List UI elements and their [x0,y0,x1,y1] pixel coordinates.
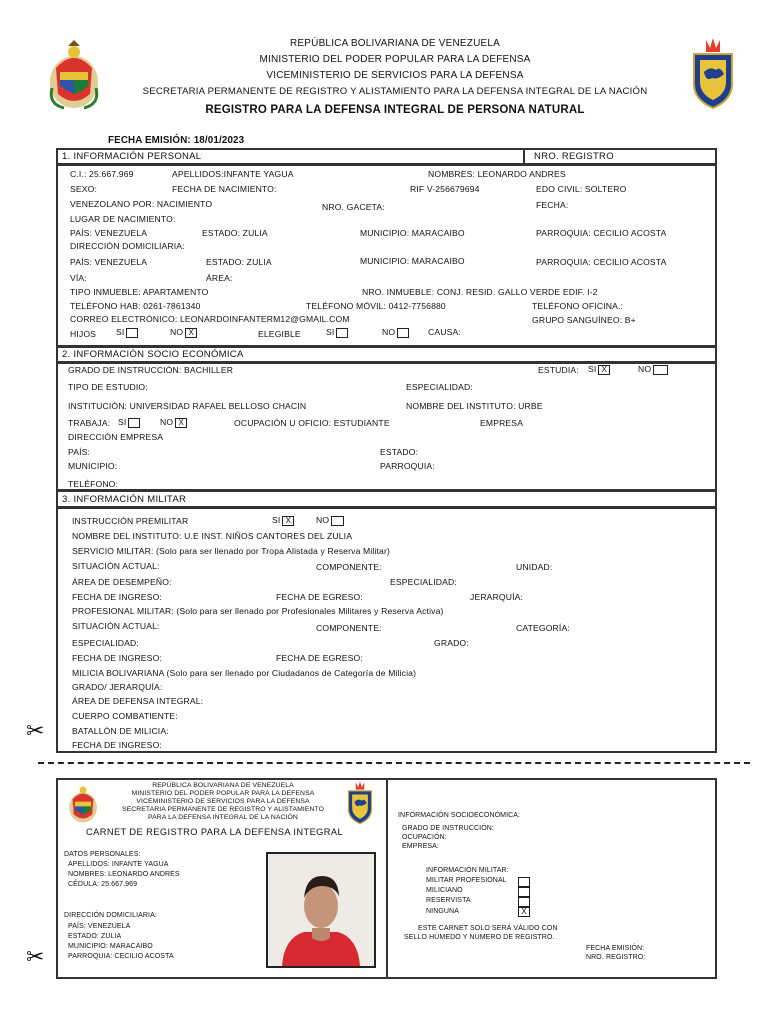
trabaja-si [118,417,140,428]
estudia-label: ESTUDIA: [538,365,579,375]
carnet-valido-1: ESTE CARNET SOLO SERÁ VÁLIDO CON [418,925,558,932]
instruccion-premilitar: INSTRUCCIÓN PREMILITAR [72,516,189,526]
fecha-ingreso-milicia: FECHA DE INGRESO: [72,740,162,750]
grado-jerarquia: GRADO/ JERARQUÍA: [72,682,163,692]
nombre-instituto-militar: NOMBRE DEL INSTITUTO: U.E INST. NIÑOS CANTORES DEL ZULIA [72,531,353,541]
estudia-no-checkbox[interactable] [653,365,668,375]
miliciano-checkbox[interactable] [518,887,530,897]
carnet-ninguna: NINGUNA [426,908,459,915]
carnet-title: CARNET DE REGISTRO PARA LA DEFENSA INTEGRAL [86,827,344,837]
grado: GRADO: [434,638,469,648]
carnet-pais: PAÍS: VENEZUELA [68,923,131,930]
telefono-oficina: TELÉFONO OFICINA.: [532,301,624,311]
coat-of-arms-small-icon [66,782,100,826]
estudia-si [588,364,610,375]
situacion-actual: SITUACIÓN ACTUAL: [72,561,160,571]
tipo-inmueble: TIPO INMUEBLE: APARTAMENTO [70,287,209,297]
especialidad-servicio: ESPECIALIDAD: [390,577,457,587]
militar-profesional-checkbox[interactable] [518,877,530,887]
especialidad: ESPECIALIDAD: [406,382,473,392]
carnet-ocupacion: OCUPACIÓN: [402,834,447,841]
trabaja-si-checkbox[interactable] [128,418,140,428]
empresa-telefono: TELÉFONO: [68,479,119,489]
empresa-parroquia: PARROQUIA: [380,461,435,471]
si-label: SI [272,515,281,525]
tipo-estudio: TIPO DE ESTUDIO: [68,382,148,392]
carnet-cedula: CÉDULA: 25.667.969 [68,881,138,888]
area-desempeno: ÁREA DE DESEMPEÑO: [72,577,172,587]
ci: C.I.: 25.667.969 [70,169,134,179]
situacion-actual-prof: SITUACIÓN ACTUAL: [72,621,160,631]
sexo: SEXO: [70,184,98,194]
carnet-header-1: REPÚBLICA BOLIVARIANA DE VENEZUELA [152,782,294,789]
hijos-label: HIJOS [70,329,97,339]
nro-gaceta: NRO. GACETA: [322,202,385,212]
carnet-reservista: RESERVISTA [426,897,471,904]
carnet-parroquia: PARROQUIA: CECILIO ACOSTA [68,953,174,960]
hijos-si [116,327,138,338]
fecha-ingreso-prof: FECHA DE INGRESO: [72,653,162,663]
profesional-militar: PROFESIONAL MILITAR: (Solo para ser llenado por Profesionales Militares y Reserva Activa) [72,606,444,616]
elegible-no-checkbox[interactable] [397,328,409,338]
grupo-sanguineo: GRUPO SANGUÍNEO: B+ [532,315,636,325]
batallon-milicia: BATALLÓN DE MILICIA: [72,726,169,736]
header-line-4: SECRETARIA PERMANENTE DE REGISTRO Y ALISTAMIENTO PARA LA DEFENSA INTEGRAL DE LA NACIÓN [142,86,648,97]
reservista-checkbox[interactable] [518,897,530,907]
elegible-no [382,327,409,338]
carnet-nro-registro: NRO. REGISTRO: [586,954,646,961]
grado-instruccion: GRADO DE INSTRUCCIÓN: BACHILLER [68,365,234,375]
servicio-militar: SERVICIO MILITAR: (Solo para ser llenado por Tropa Alistada y Reserva Militar) [72,546,391,556]
carnet-nombres: NOMBRES: LEONARDO ANDRES [68,871,180,878]
premilitar-si-checkbox[interactable]: X [282,516,294,526]
si-label: SI [588,364,597,374]
area-defensa-integral: ÁREA DE DEFENSA INTEGRAL: [72,696,204,706]
carnet-datos-personales: DATOS PERSONALES: [64,851,141,858]
premilitar-no-checkbox[interactable] [331,516,344,526]
carnet-valido-2: SELLO HÚMEDO Y NÚMERO DE REGISTRO. [404,934,555,941]
telefono-hab: TELÉFONO HAB: 0261-7861340 [70,301,201,311]
carnet-militar-profesional: MILITAR PROFESIONAL [426,877,507,884]
carnet-header-5: PARA LA DEFENSA INTEGRAL DE LA NACIÓN [148,814,298,821]
divider [523,148,525,165]
premilitar-no [316,515,344,526]
defense-shield-emblem [690,36,736,112]
rif: RIF V-256679694 [410,184,480,194]
defense-shield-small-icon [346,780,374,826]
carnet-fecha-emision: FECHA EMISIÓN: [586,945,645,952]
nombres: NOMBRES: LEONARDO ANDRES [428,169,566,179]
carnet-estado: ESTADO: ZULIA [68,933,122,940]
si-label: SI [326,327,335,337]
header-line-1: REPÚBLICA BOLIVARIANA DE VENEZUELA [289,38,501,49]
si-label: SI [118,417,127,427]
no-label: NO [160,417,174,427]
carnet-apellidos: APELLIDOS: INFANTE YAGUA [68,861,169,868]
carnet-empresa: EMPRESA: [402,843,439,850]
trabaja-label: TRABAJA: [68,418,111,428]
carnet-divider [386,778,388,979]
carnet-header-3: VICEMINISTERIO DE SERVICIOS PARA LA DEFENSA [136,798,310,805]
no-label: NO [170,327,184,337]
no-label: NO [638,364,652,374]
ocupacion: OCUPACIÓN U OFICIO: ESTUDIANTE [234,418,390,428]
componente: COMPONENTE: [316,562,382,572]
carnet-header-4: SECRETARIA PERMANENTE DE REGISTRO Y ALISTAMIENTO [121,806,325,813]
header-line-3: VICEMINISTERIO DE SERVICIOS PARA LA DEFENSA [266,70,524,81]
fecha-emision: FECHA EMISIÓN: 18/01/2023 [108,135,245,146]
municipio-domicilio: MUNICIPIO: MARACAIBO [360,256,465,266]
telefono-movil: TELÉFONO MÓVIL: 0412-7756880 [306,301,446,311]
section-1-title: 1. INFORMACIÓN PERSONAL [62,151,202,162]
coat-of-arms-emblem [46,38,102,114]
parroquia-nacimiento: PARROQUIA: CECILIO ACOSTA [536,228,667,238]
person-silhouette-icon [268,854,374,966]
carnet-direccion: DIRECCIÓN DOMICILIARIA: [64,912,157,919]
componente-prof: COMPONENTE: [316,623,382,633]
institucion: INSTITUCIÓN: UNIVERSIDAD RAFAEL BELLOSO CHACIN [68,401,307,411]
jerarquia: JERARQUÍA: [470,592,524,602]
empresa-municipio: MUNICIPIO: [68,461,118,471]
elegible-si-checkbox[interactable] [336,328,348,338]
ninguna-checkbox[interactable]: X [518,907,530,917]
estado-domicilio: ESTADO: ZULIA [206,257,272,267]
trabaja-no [160,417,187,428]
trabaja-no-checkbox[interactable]: X [175,418,187,428]
direccion-domiciliaria: DIRECCIÓN DOMICILIARIA: [70,241,185,251]
scissors-icon: ✂ [26,944,45,969]
especialidad-prof: ESPECIALIDAD: [72,638,139,648]
si-label: SI [116,327,125,337]
causa: CAUSA: [428,327,461,337]
fecha-ingreso: FECHA DE INGRESO: [72,592,162,602]
estudia-si-checkbox[interactable]: X [598,365,610,375]
header-line-2: MINISTERIO DEL PODER POPULAR PARA LA DEFENSA [259,54,531,65]
carnet-info-militar: INFORMACIÓN MILITAR: [426,867,509,874]
scissors-icon: ✂ [26,718,45,743]
direccion-empresa: DIRECCIÓN EMPRESA [68,432,164,442]
cut-line [38,762,750,764]
nro-inmueble: NRO. INMUEBLE: CONJ. RESID. GALLO VERDE EDIF. I-2 [362,287,598,297]
elegible-label: ELEGIBLE [258,329,301,339]
municipio-nacimiento: MUNICIPIO: MARACAIBO [360,228,465,238]
premilitar-si [272,515,294,526]
area: ÁREA: [206,273,233,283]
carnet-info-socio: INFORMACIÓN SOCIOECONÓMICA: [398,812,521,819]
lugar-nacimiento: LUGAR DE NACIMIENTO: [70,214,176,224]
empresa-estado: ESTADO: [380,447,419,457]
milicia-bolivariana: MILICIA BOLIVARIANA (Solo para ser llenado por Ciudadanos de Categoría de Milicia) [72,668,417,678]
estado-nacimiento: ESTADO: ZULIA [202,228,268,238]
categoria: CATEGORÍA: [516,623,570,633]
fecha-nacimiento: FECHA DE NACIMIENTO: [172,184,277,194]
unidad: UNIDAD: [516,562,553,572]
hijos-no-checkbox[interactable]: X [185,328,197,338]
nro-registro-label: NRO. REGISTRO [534,151,614,162]
section-3-title: 3. INFORMACIÓN MILITAR [62,494,187,505]
pais-nacimiento: PAÍS: VENEZUELA [70,228,148,238]
parroquia-domicilio: PARROQUIA: CECILIO ACOSTA [536,257,667,267]
estudia-no [638,364,668,375]
fecha-egreso-prof: FECHA DE EGRESO: [276,653,363,663]
hijos-no [170,327,197,338]
hijos-si-checkbox[interactable] [126,328,138,338]
no-label: NO [316,515,330,525]
venezolano-por: VENEZOLANO POR: NACIMIENTO [70,199,213,209]
empresa-pais: PAÍS: [68,447,91,457]
section-2-title: 2. INFORMACIÓN SOCIO ECONÓMICA [62,349,244,360]
page-title: REGISTRO PARA LA DEFENSA INTEGRAL DE PERSONA NATURAL [205,104,585,116]
carnet-municipio: MUNICIPIO: MARACAIBO [68,943,153,950]
carnet-miliciano: MILICIANO [426,887,463,894]
no-label: NO [382,327,396,337]
person-photo [266,852,376,968]
cuerpo-combatiente: CUERPO COMBATIENTE: [72,711,178,721]
apellidos: APELLIDOS:INFANTE YAGUA [172,169,294,179]
edo-civil: EDO CIVIL: SOLTERO [536,184,627,194]
carnet-header-2: MINISTERIO DEL PODER POPULAR PARA LA DEFENSA [131,790,315,797]
via: VÍA: [70,273,87,283]
elegible-si [326,327,348,338]
nombre-instituto: NOMBRE DEL INSTITUTO: URBE [406,401,543,411]
fecha: FECHA: [536,200,569,210]
pais-domicilio: PAÍS: VENEZUELA [70,257,148,267]
correo: CORREO ELECTRÓNICO: LEONARDOINFANTERM12@GMAIL.COM [70,314,350,324]
fecha-egreso: FECHA DE EGRESO: [276,592,363,602]
carnet-grado: GRADO DE INSTRUCCIÓN: [402,825,494,832]
empresa: EMPRESA [480,418,524,428]
